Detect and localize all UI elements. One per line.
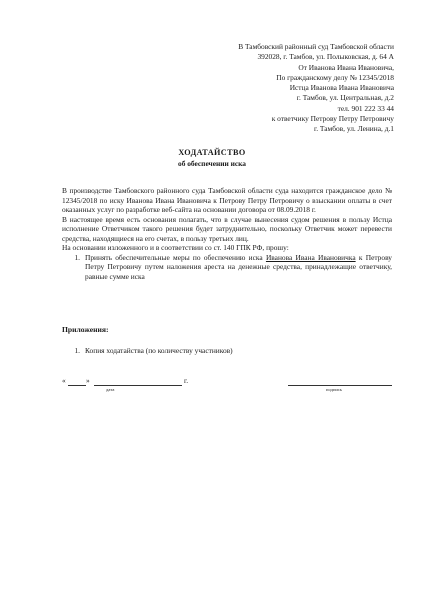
attachments-heading: Приложения: — [62, 325, 109, 334]
header-line-plaintiff: Истца Иванова Ивана Ивановича — [289, 83, 394, 93]
header-line-court-address: 392028, г. Тамбов, ул. Полыковская, д. 64 А — [257, 52, 394, 62]
header-line-case: По гражданскому делу № 12345/2018 — [276, 72, 394, 82]
date-signature-block — [62, 376, 392, 396]
request-text-underlined-name: Иванова Ивана Ивановичка — [265, 252, 356, 262]
request-list — [62, 253, 392, 282]
request-item-number: 1. — [74, 252, 80, 262]
date-month-blank — [94, 385, 182, 386]
request-text-start: Принять обеспечительные меры по обеспечению иска — [85, 252, 263, 262]
date-day-blank — [68, 385, 86, 386]
header-line-from: От Иванова Ивана Ивановича, — [298, 62, 394, 72]
date-close-quote: » — [86, 376, 90, 385]
attachment-item-number: 1. — [74, 346, 80, 355]
request-item — [62, 253, 392, 282]
header-line-plaintiff-address: г. Тамбов, ул. Центральная, д.2 — [296, 93, 394, 103]
request-text-end: к Петрову Петру Петровичу путем наложения ареста на денежные средства, принадлежащие ответчику, равные сумме иска — [85, 252, 392, 281]
addressee-header — [154, 42, 394, 135]
header-line-phone: тел. 901 222 33 44 — [337, 103, 394, 113]
request-item-text — [85, 253, 392, 282]
document-subtitle: об обеспечении иска — [178, 159, 246, 168]
attachment-item-text: Копия ходатайства (по количеству участников) — [85, 346, 233, 355]
body-paragraph-case: В производстве Тамбовского районного суда Тамбовской области суда находится гражданское дело № 12345/2018 по иску Иванова Ивана Ивановича к Петрову Петру Петровичу о взыскании оплаты в счет оказанных услуг по разработке веб-сайта на основании договора от 08.09.2018 г. — [62, 186, 392, 214]
header-line-defendant-address: г. Тамбов, ул. Ленина, д.1 — [314, 124, 394, 134]
signature-blank — [288, 385, 392, 386]
date-caption: дата — [106, 387, 115, 392]
document-body — [62, 186, 392, 281]
header-line-court: В Тамбовский районный суд Тамбовской области — [238, 42, 394, 51]
header-line-defendant: к ответчику Петрову Петру Петровичу — [271, 114, 394, 124]
date-open-quote: « — [62, 376, 66, 385]
signature-caption: подпись — [326, 387, 343, 392]
document-title: ХОДАТАЙСТВО — [178, 148, 246, 157]
attachment-item — [62, 346, 362, 355]
date-year-suffix: г. — [184, 376, 189, 385]
body-paragraph-request-intro: На основании изложенного и в соответствии со ст. 140 ГПК РФ, прошу: — [62, 243, 289, 252]
body-paragraph-grounds: В настоящее время есть основания полагать, что в случае вынесения судом решения в пользу Истца исполнение Ответчиком такого решения будет затруднительно, поскольку Ответчик может перевести средства, находящиеся на его счетах, в пользу третьих лиц. — [62, 214, 392, 243]
